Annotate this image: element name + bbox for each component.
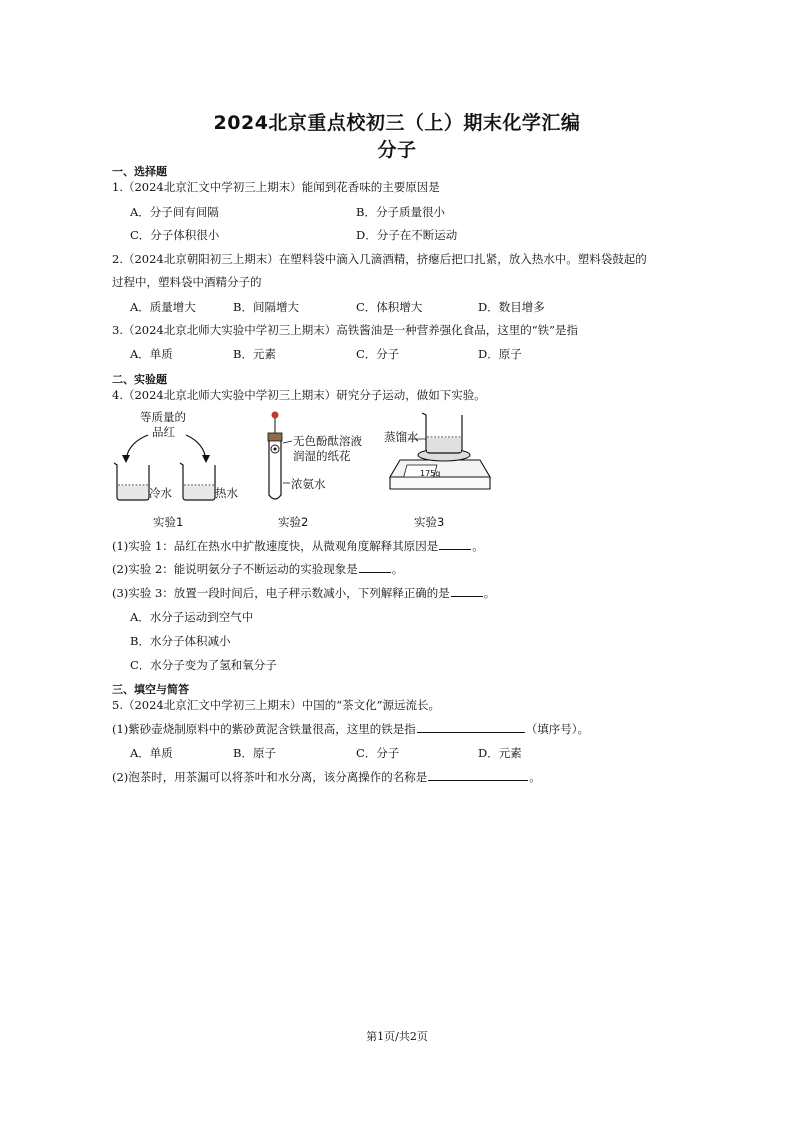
page-footer: 第1页/共2页: [366, 1030, 428, 1043]
q5-option-c: C．分子: [356, 746, 400, 760]
label-distilled-water: 蒸馏水: [384, 430, 419, 444]
question-2-stem-line1: 2.（2024北京朝阳初三上期末）在塑料袋中滴入几滴酒精，挤瘪后把口扎紧，放入热水中。塑料袋鼓起的: [112, 252, 647, 266]
question-5-stem: 5.（2024北京汇文中学初三上期末）中国的“茶文化”源远流长。: [112, 698, 440, 712]
question-1-stem: 1.（2024北京汇文中学初三上期末）能闻到花香味的主要原因是: [112, 180, 440, 194]
q3-option-d: D．原子: [478, 347, 522, 361]
label-hot-water: 热水: [215, 486, 238, 500]
answer-blank-q4-2[interactable]: [359, 561, 391, 573]
q4-option-c: C．水分子变为了氢和氧分子: [130, 658, 277, 672]
label-equal-mass: 等质量的: [140, 410, 186, 424]
page-title: 2024北京重点校初三（上）期末化学汇编: [213, 112, 581, 134]
q1-option-c: C．分子体积很小: [130, 228, 220, 242]
q4-option-a: A．水分子运动到空气中: [130, 610, 254, 624]
question-2-stem-line2: 过程中，塑料袋中酒精分子的: [112, 275, 262, 289]
q3-option-a: A．单质: [130, 347, 173, 361]
figure-label-2: 实验2: [278, 515, 309, 529]
section-heading-fill: 三、填空与简答: [112, 683, 189, 696]
q1-option-d: D．分子在不断运动: [356, 228, 458, 242]
q1-option-b: B．分子质量很小: [356, 205, 445, 219]
q4-part-1: (1)实验 1：品红在热水中扩散速度快，从微观角度解释其原因是 。: [112, 539, 484, 553]
balance-reading: 175g: [420, 469, 441, 478]
section-heading-experiment: 二、实验题: [112, 373, 167, 386]
label-phenolphthalein: 无色酚酞溶液: [293, 434, 362, 448]
q5-part-1: (1)紫砂壶烧制原料中的紫砂黄泥含铁量很高，这里的铁是指 （填序号）。: [112, 722, 590, 736]
q2-option-d: D．数目增多: [478, 300, 545, 314]
answer-blank-q4-1[interactable]: [439, 538, 471, 550]
q2-option-b: B．间隔增大: [233, 300, 299, 314]
test-tube-apparatus: [268, 412, 292, 500]
label-cold-water: 冷水: [149, 486, 172, 500]
section-heading-choice: 一、选择题: [112, 165, 167, 178]
q5-option-d: D．元素: [478, 746, 522, 760]
q2-option-a: A．质量增大: [130, 300, 196, 314]
question-3-stem: 3.（2024北京北师大实验中学初三上期末）高铁酱油是一种营养强化食品，这里的“铁”是指: [112, 323, 578, 337]
answer-blank-q4-3[interactable]: [451, 585, 483, 597]
q5-option-b: B．原子: [233, 746, 276, 760]
page-subtitle: 分子: [377, 139, 417, 161]
figure-label-3: 实验3: [414, 515, 445, 529]
q2-option-c: C．体积增大: [356, 300, 423, 314]
q4-part-3: (3)实验 3：放置一段时间后，电子秤示数减小，下列解释正确的是 。: [112, 586, 496, 600]
q3-option-c: C．分子: [356, 347, 400, 361]
q5-option-a: A．单质: [130, 746, 173, 760]
experiment-figure: [108, 405, 508, 530]
q4-part-2: (2)实验 2：能说明氨分子不断运动的实验现象是 。: [112, 562, 404, 576]
answer-blank-q5-1[interactable]: [417, 721, 525, 733]
label-paper-flower: 润湿的纸花: [293, 449, 351, 463]
beaker-cold-water: [114, 463, 149, 500]
q4-option-b: B．水分子体积减小: [130, 634, 231, 648]
beaker-hot-water: [180, 463, 215, 500]
label-ammonia: 浓氨水: [291, 477, 326, 491]
q1-option-a: A．分子间有间隔: [130, 205, 219, 219]
answer-blank-q5-2[interactable]: [428, 769, 528, 781]
q5-part-2: (2)泡茶时，用茶漏可以将茶叶和水分离，该分离操作的名称是 。: [112, 770, 541, 784]
label-pinhong: 品红: [152, 425, 175, 439]
q3-option-b: B．元素: [233, 347, 276, 361]
figure-label-1: 实验1: [153, 515, 184, 529]
question-4-stem: 4.（2024北京北师大实验中学初三上期末）研究分子运动，做如下实验。: [112, 388, 486, 402]
